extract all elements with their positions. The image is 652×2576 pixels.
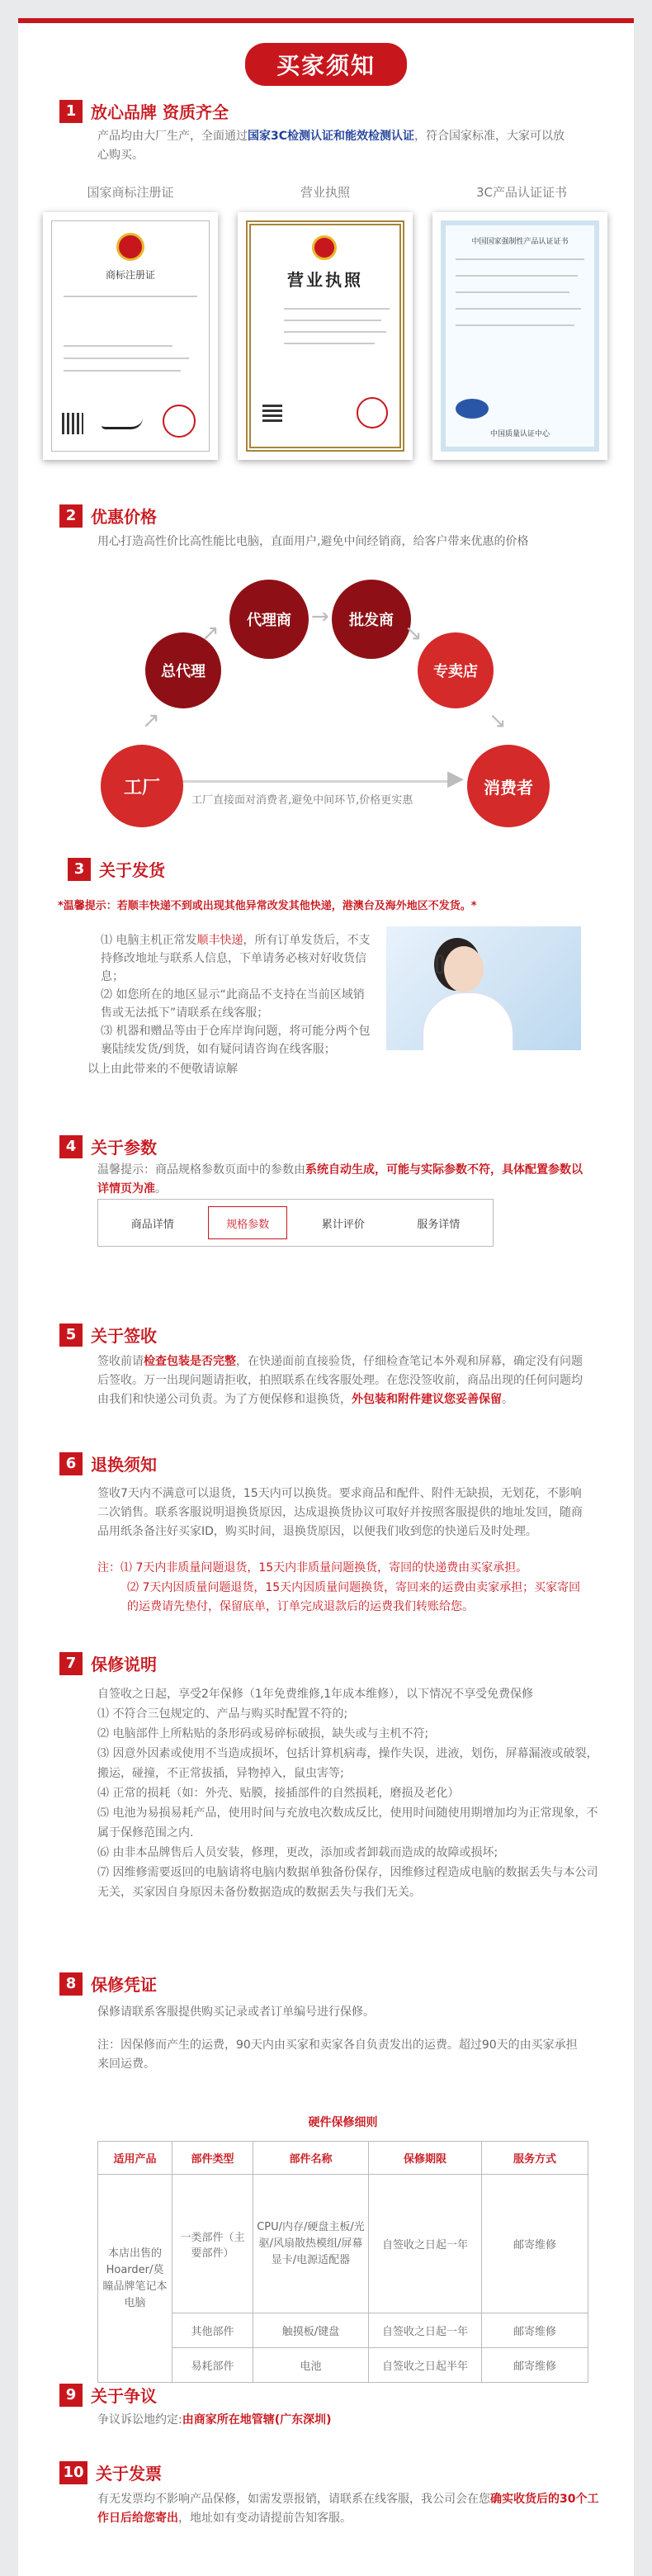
cert-label-3c: 3C产品认证证书 [475, 185, 568, 200]
section-7-header [59, 1651, 157, 1675]
shipping-warning: *温馨提示：若顺丰快递不到或出现其他异常改发其他快递，港澳台及海外地区不发货。* [58, 900, 477, 912]
table-row [98, 2313, 588, 2348]
table-header-row [98, 2142, 588, 2175]
top-accent-bar [18, 18, 634, 23]
cert-label-trademark: 国家商标注册证 [87, 185, 174, 200]
invoice-highlight: 确实收货后的30个工作日后给您寄出 [97, 2493, 599, 2525]
warranty-period-cell: 自签收之日起一年 [369, 2175, 482, 2313]
section-2-header [59, 504, 157, 528]
section-5-header [59, 1323, 157, 1347]
section-4-header [59, 1134, 157, 1158]
consumer-node: 消费者 [467, 745, 550, 827]
section-number: 8 [59, 1972, 83, 1996]
tab-product-details[interactable]: 商品详情 [130, 1218, 174, 1231]
shipping-point-2: ⑵ 如您所在的地区显示“此商品不支持在当前区域销售或无法抵下”请联系在线客服； [101, 988, 365, 1020]
qr-code-icon [262, 402, 282, 422]
certificate-title: 商标注册证 [105, 269, 155, 281]
warranty-period-cell: 自签收之日起一年 [369, 2313, 482, 2348]
table-row [98, 2348, 588, 2383]
col-header: 适用产品 [98, 2142, 172, 2175]
text-part: 。 [155, 1182, 167, 1196]
page-title: 买家须知 [245, 43, 407, 86]
part-type-cell: 其他部件 [172, 2313, 253, 2348]
qr-code-icon [62, 413, 83, 434]
arrow-icon: ↘ [404, 621, 423, 646]
section-title: 优惠价格 [91, 507, 157, 527]
factory-node: 工厂 [101, 745, 183, 827]
emblem-icon [116, 233, 144, 261]
section-6-header [59, 1451, 157, 1475]
section-number: 1 [59, 100, 83, 123]
section-8-header [59, 1972, 157, 1996]
trademark-certificate-image [43, 212, 218, 460]
text-part: 产品均由大厂生产，全面通过 [97, 130, 248, 143]
section-number: 2 [59, 504, 83, 528]
warranty-period-cell: 自签收之日起半年 [369, 2348, 482, 2383]
tab-specifications[interactable]: 规格参数 [208, 1206, 287, 1239]
sf-express-highlight: 顺丰快递 [196, 934, 243, 947]
tab-reviews[interactable]: 累计评价 [321, 1218, 365, 1231]
service-method-cell: 邮寄维修 [482, 2313, 588, 2348]
detail-tabs [97, 1199, 494, 1247]
business-license-image [238, 212, 413, 460]
section-title: 关于争议 [91, 2386, 157, 2406]
section-10-header [59, 2460, 162, 2484]
distribution-diagram [18, 547, 634, 836]
col-header: 服务方式 [482, 2142, 588, 2175]
section-5-text [97, 1352, 588, 1409]
section-8-text: 保修请联系客服提供购买记录或者订单编号进行保修。 [97, 2005, 375, 2019]
section-number: 3 [68, 858, 91, 881]
ccc-logo-icon [456, 399, 489, 419]
section-number: 7 [59, 1652, 83, 1675]
return-note-1: 注：⑴ 7天内非质量问题退货，15天内非质量问题换货，寄回的快递费由买家承担。 [97, 1561, 528, 1574]
col-header: 部件名称 [253, 2142, 369, 2175]
table-row [98, 2175, 588, 2313]
section-title: 退换须知 [91, 1455, 157, 1475]
direct-sale-caption: 工厂直接面对消费者,避免中间环节,价格更实惠 [191, 794, 413, 807]
section-title: 保修凭证 [91, 1975, 157, 1995]
section-title: 关于参数 [91, 1138, 157, 1158]
customer-service-photo [386, 926, 581, 1050]
store-node: 专卖店 [418, 632, 494, 708]
cert-label-license: 营业执照 [300, 185, 350, 200]
header [18, 43, 634, 86]
warranty-item: ⑷ 正常的损耗（如：外壳、贴膜，接插部件的自然损耗，磨损及老化） [97, 1787, 460, 1800]
official-seal-icon [357, 397, 388, 429]
arrow-icon: ↗ [142, 708, 160, 733]
arrow-icon: ↘ [489, 708, 507, 733]
warranty-table [97, 2141, 588, 2383]
official-seal-icon [163, 405, 196, 438]
shipping-point-3: ⑶ 机器和赠品等由于仓库岸询问题，将可能分两个包裹陆续发货/到货，如有疑问请咨询在线客服； [101, 1025, 371, 1056]
section-title: 关于发票 [96, 2464, 162, 2484]
part-name-cell: 触摸板/键盘 [253, 2313, 369, 2348]
section-number: 9 [59, 2384, 83, 2407]
warranty-intro: 自签收之日起，享受2年保修（1年免费维修,1年成本维修），以下情况不享受免费保修 [97, 1688, 534, 1701]
section-9-header [59, 2383, 157, 2407]
page [18, 18, 634, 2576]
section-title: 放心品牌 资质齐全 [91, 102, 229, 122]
part-type-cell: 易耗部件 [172, 2348, 253, 2383]
service-agent-body [423, 992, 513, 1050]
text-part: ，地址如有变动请提前告知客服。 [178, 2512, 352, 2525]
section-number: 10 [59, 2461, 87, 2484]
text-part: 有无发票均不影响产品保修，如需发票报销，请联系在线客服，我公司会在您 [97, 2493, 490, 2506]
section-2-text: 用心打造高性价比高性能比电脑，直面用户,避免中间经销商，给客户带来优惠的价格 [97, 535, 529, 548]
text-part: 。 [502, 1393, 513, 1406]
apology-note: 以上由此带来的不便敬请谅解 [87, 1063, 238, 1076]
part-name-cell: CPU/内存/硬盘主板/光驱/风扇散热模组/屏幕显卡/电源适配器 [253, 2175, 369, 2313]
text-part: 签收前请 [97, 1355, 144, 1368]
table-title: 硬件保修细则 [308, 2116, 378, 2129]
parameter-highlight: 系统自动生成，可能与实际参数不符，具体配置参数以详情页为准 [97, 1163, 583, 1196]
section-number: 5 [59, 1324, 83, 1347]
shipping-point-1: ⑴ 电脑主机正常发顺丰快递，所有订单发货后，不支持修改地址与联系人信息，下单请务必核对好收货信息； [101, 934, 371, 983]
section-3-header [68, 857, 165, 881]
service-method-cell: 邮寄维修 [482, 2348, 588, 2383]
warranty-item: ⑺ 因维修需要返回的电脑请将电脑内数据单独备份保存，因维修过程造成电脑的数据丢失与本公司无关，买家因自身原因未备份数据造成的数据丢失与我们无关。 [97, 1866, 598, 1899]
section-6-text: 签收7天内不满意可以退货，15天内可以换货。要求商品和配件、附件无缺损，无划花，不影响二次销售。联系客服说明退换货原因，达成退换货协议可取好并按照客服提供的地址发回，随商品用纸条备注好买家ID，购买时间，退换货原因，以便我们收到您的快递后及时处理。 [97, 1487, 583, 1538]
text-part: 争议诉讼地约定: [97, 2413, 182, 2427]
warranty-item: ⑶ 因意外因素或使用不当造成损坏，包括计算机病毒，操作失误，进液，划伤，屏幕漏液或破裂，搬运，碰撞，不正常拔插，异物掉入，鼠虫害等; [97, 1747, 598, 1780]
direct-line [142, 780, 456, 783]
section-1-header [59, 99, 229, 123]
product-cell: 本店出售的Hoarder/莫瞳品牌笔记本电脑 [98, 2175, 172, 2383]
text-part: 温馨提示：商品规格参数页面中的参数由 [97, 1163, 305, 1177]
arrow-icon: ↗ [201, 621, 220, 646]
tab-service-details[interactable]: 服务详情 [417, 1218, 461, 1231]
certificate-title: 中国国家强制性产品认证证书 [471, 238, 569, 246]
signature-image [102, 418, 143, 429]
check-package-highlight: 检查包装是否完整 [144, 1355, 236, 1368]
jurisdiction-highlight: 由商家所在地管辖(广东深圳) [182, 2413, 332, 2427]
keep-packaging-highlight: 外包装和附件建议您妥善保留 [352, 1393, 502, 1406]
section-title: 关于发货 [99, 860, 165, 880]
text-part: ，符合国家标准，大家可以放心购买。 [97, 130, 565, 162]
text-part: ，在快递面前直接验货，仔细检查笔记本外观和屏幕，确定没有问题后签收。万一出现问题请拒收，拍照联系在线客服处理。在您没签收前，商品出现的任何问题均由我们和快递公司负责。为了方便保修和退换货， [97, 1355, 583, 1406]
return-note-2: ⑵ 7天内因质量问题退货，15天内因质量问题换货，寄回来的运费由卖家承担；买家寄回的运费请先垫付，保留底单，订单完成退款后的运费我们转账给您。 [127, 1581, 581, 1613]
section-4-text [97, 1161, 588, 1199]
section-8-note: 注：因保修而产生的运费，90天内由买家和卖家各自负责发出的运费。超过90天的由买家承担来回运费。 [97, 2039, 578, 2071]
part-name-cell: 电池 [253, 2348, 369, 2383]
section-number: 6 [59, 1452, 83, 1475]
section-1-text [97, 127, 568, 165]
certification-highlight: 国家3C检测认证和能效检测认证 [248, 130, 415, 143]
service-agent-head [444, 946, 484, 992]
arrow-icon: ▶ [447, 766, 464, 791]
general-agent-node: 总代理 [145, 632, 221, 708]
certificate-footer: 中国质量认证中心 [489, 430, 550, 438]
part-type-cell: 一类部件（主要部件） [172, 2175, 253, 2313]
section-10-text [97, 2490, 609, 2528]
section-9-text [97, 2411, 588, 2430]
warranty-item: ⑹ 由非本品牌售后人员安装，修理，更改，添加或者卸载而造成的故障或损坏; [97, 1846, 498, 1859]
section-title: 保修说明 [91, 1655, 157, 1674]
section-title: 关于签收 [91, 1326, 157, 1346]
col-header: 保修期限 [369, 2142, 482, 2175]
section-number: 4 [59, 1135, 83, 1158]
agent-node: 代理商 [229, 580, 309, 659]
warranty-item: ⑴ 不符合三包规定的、产品与购买时配置不符的; [97, 1707, 348, 1721]
warranty-item: ⑵ 电脑部件上所粘贴的条形码或易碎标破损，缺失或与主机不符; [97, 1727, 429, 1740]
certificate-title: 营业执照 [287, 270, 363, 290]
emblem-icon [312, 235, 337, 260]
3c-certificate-image [432, 212, 607, 460]
service-method-cell: 邮寄维修 [482, 2175, 588, 2313]
wholesaler-node: 批发商 [332, 580, 411, 659]
col-header: 部件类型 [172, 2142, 253, 2175]
section-7-text [97, 1684, 601, 1902]
warranty-item: ⑸ 电池为易损易耗产品，使用时间与充放电次数成反比，使用时间随使用期增加均为正常现象，不属于保修范围之内. [97, 1807, 598, 1840]
headset-icon [436, 954, 444, 974]
arrow-icon: → [311, 604, 329, 629]
